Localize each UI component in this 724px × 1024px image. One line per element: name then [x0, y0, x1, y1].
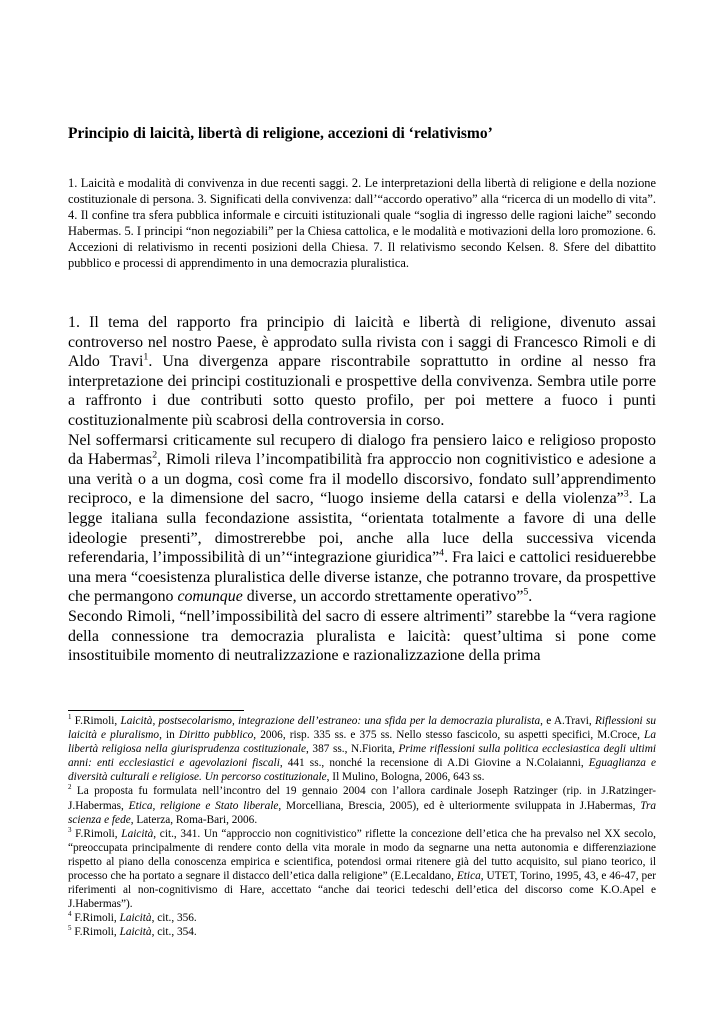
footnote-1-italic-d: Riflessioni su laicità e pluralismo [68, 715, 657, 742]
paragraph-3: Secondo Rimoli, “nell’impossibilità del sacro di essere altrimenti” starebbe la “vera ragione della connessione tra democrazia pluralista e laicità: quest’ultima si pone come insostituibile momento di neutralizzazione e razionalizzazione della prima [68, 607, 656, 665]
footnote-3-text-c: , cit., 341. Un “approccio non cognitivistico” riflette la concezione dell’etica che ha prevalso nel XX secolo, “preoccupata principalmente di rendere conto della vita morale in modo da segnarne una netta autonomia e differenziazione rispetto al piano della conoscenza empirica e scientifica, potendosi ormai ritenere già del tutto acquisito, sul piano teorico, il processo che ha portato a segnare il distacco dell’etica dalla religione” (E.Lecaldano, [68, 827, 656, 883]
paragraph-1-text-a: 1. Il tema del rapporto fra principio di laicità e libertà di religione, divenuto assai controverso nel nostro Paese, è approdato sulla rivista con i saggi di Francesco Rimoli e di Aldo Travi [68, 314, 656, 371]
paragraph-2-text-d: . Fra laici e cattolici residuerebbe una mera “coesistenza pluralistica delle diverse istanze, che potranno trovare, da prospettive che permangono [68, 549, 656, 606]
footnote-3-number: 3 [68, 825, 72, 834]
footnote-1-italic-b: Laicità, postsecolarismo, integrazione dell’estraneo: una sfida per la democrazia pluralista [120, 715, 541, 727]
footnotes [68, 714, 656, 940]
footnote-2-text-c: , Morcelliana, Brescia, 2005), ed è ulteriormente sviluppata in J.Habermas, [278, 799, 641, 812]
paragraph-1-text-b: . Una divergenza appare riscontrabile soprattutto in ordine al nesso fra interpretazione dei principi costituzionali e prospettive della convivenza. Sembra utile porre a raffronto i due contributi sotto questo profilo, per poi mettere a fuoco i punti costituzionalmente più scabrosi della controversia in corso. [68, 353, 656, 429]
footnote-1-text-i: , 387 ss., N.Fiorita, [306, 743, 399, 756]
paragraph-2-text-g: . [528, 588, 533, 606]
footnote-2-italic-d: Tra scienza e fede [68, 799, 657, 826]
footnote-1-text-k: , 441 ss., nonché la recensione di A.Di Giovine a N.Colaianni, [279, 757, 589, 770]
footnote-1-text-m: , Il Mulino, Bologna, 2006, 643 ss. [326, 771, 485, 784]
paragraph-2-italic: comunque [177, 588, 243, 606]
footnote-4-text-a: F.Rimoli, [71, 912, 120, 925]
footnote-5-text-c: , cit., 354. [151, 926, 197, 939]
footnote-ref-5[interactable]: 5 [523, 587, 529, 599]
footnote-1-text-g: , 2006, risp. 335 ss. e 375 ss. Nello stesso fascicolo, su aspetti specifici, M.Croce, [253, 729, 645, 742]
footnote-2 [68, 784, 656, 826]
footnote-1-text-e: , in [159, 729, 179, 742]
footnote-5-number: 5 [68, 924, 72, 933]
footnote-5-italic-b: Laicità [119, 926, 152, 939]
footnote-1-italic-j: Prime riflessioni sulla politica ecclesiastica degli ultimi anni: enti ecclesiastici e agevolazioni fiscali [68, 743, 656, 770]
footnote-1-italic-f: Diritto pubblico [178, 729, 254, 742]
footnote-1-number: 1 [68, 713, 72, 722]
footnote-2-text-a: La proposta fu formulata nell’incontro del 19 gennaio 2004 con l’allora cardinale Joseph Ratzinger (rip. in J.Ratzinger-J.Habermas, [68, 785, 656, 812]
footnote-4 [68, 911, 656, 925]
footnote-ref-2[interactable]: 2 [152, 449, 158, 461]
paragraph-2-text-f: diverse, un accordo strettamente operativo” [242, 588, 524, 606]
main-text [68, 313, 656, 666]
paragraph-2-text-a: Nel soffermarsi criticamente sul recupero di dialogo fra pensiero laico e religioso proposto da Habermas [68, 431, 656, 469]
footnote-3-text-e: , UTET, Torino, 1995, 43, e 46-47, per riferimenti al non-cognitivismo di Hare, accettato “anche dai teorici tedeschi dell’etica del discorso come K.O.Apel e J.Habermas”). [68, 870, 656, 911]
footnote-3-italic-b: Laicità [121, 827, 154, 840]
footnote-5-text-a: F.Rimoli, [71, 926, 120, 939]
footnote-4-italic-b: Laicità [119, 912, 152, 925]
footnote-separator [68, 710, 244, 711]
footnote-2-number: 2 [68, 783, 72, 792]
footnote-5 [68, 925, 656, 939]
footnote-ref-1[interactable]: 1 [143, 351, 149, 363]
footnote-1-italic-h: La libertà religiosa nella giurisprudenza costituzionale [68, 729, 656, 756]
footnote-ref-3[interactable]: 3 [623, 489, 629, 501]
footnote-2-italic-b: Etica, religione e Stato liberale [128, 799, 279, 812]
footnote-4-text-c: , cit., 356. [151, 912, 197, 925]
footnote-ref-4[interactable]: 4 [439, 547, 445, 559]
footnote-3 [68, 827, 656, 912]
paragraph-1 [68, 313, 656, 431]
footnote-2-text-e: , Laterza, Roma-Bari, 2006. [130, 813, 258, 826]
paragraph-2-text-b: , Rimoli rileva l’incompatibilità fra approccio non cognitivistico e adesione a una verità o a un dogma, così come fra il modello discorsivo, fondato sull’apprendimento reciproco, e la dimensione del sacro, “luogo insieme della catarsi e della violenza” [68, 451, 656, 508]
footnote-1-italic-l: Eguaglianza e diversità culturali e religiose. Un percorso costituzionale [68, 757, 657, 784]
footnote-3-italic-d: Etica [456, 870, 481, 883]
footnote-4-number: 4 [68, 910, 72, 919]
footnote-3-text-a: F.Rimoli, [71, 827, 122, 840]
document-title: Principio di laicità, libertà di religione, accezioni di ‘relativismo’ [68, 125, 493, 142]
summary-paragraph: 1. Laicità e modalità di convivenza in due recenti saggi. 2. Le interpretazioni della libertà di religione e della nozione costituzionale di persona. 3. Significati della convivenza: dall’“accordo operativo” alla “ricerca di un modello di vita”. 4. Il confine tra sfera pubblica informale e circuiti istituzionali quale “soglia di ingresso delle ragioni laiche” secondo Habermas. 5. I principi “non negoziabili” per la Chiesa cattolica, e le modalità e motivazioni della loro promozione. 6. Accezioni di relativismo in recenti posizioni della Chiesa. 7. Il relativismo secondo Kelsen. 8. Sfere del dibattito pubblico e processi di apprendimento in una democrazia pluralistica. [68, 176, 656, 270]
paragraph-2-text-c: . La legge italiana sulla fecondazione assistita, “orientata totalmente a favore di una delle ideologie presenti”, dimostrerebbe poi, anche alla luce della successiva vicenda referendaria, l’impossibilità di un’“integrazione giuridica” [68, 490, 656, 567]
footnote-1-text-c: , e A.Travi, [540, 715, 595, 727]
paragraph-2 [68, 431, 656, 607]
footnote-1-text-a: F.Rimoli, [71, 715, 121, 727]
footnote-1 [68, 714, 656, 784]
